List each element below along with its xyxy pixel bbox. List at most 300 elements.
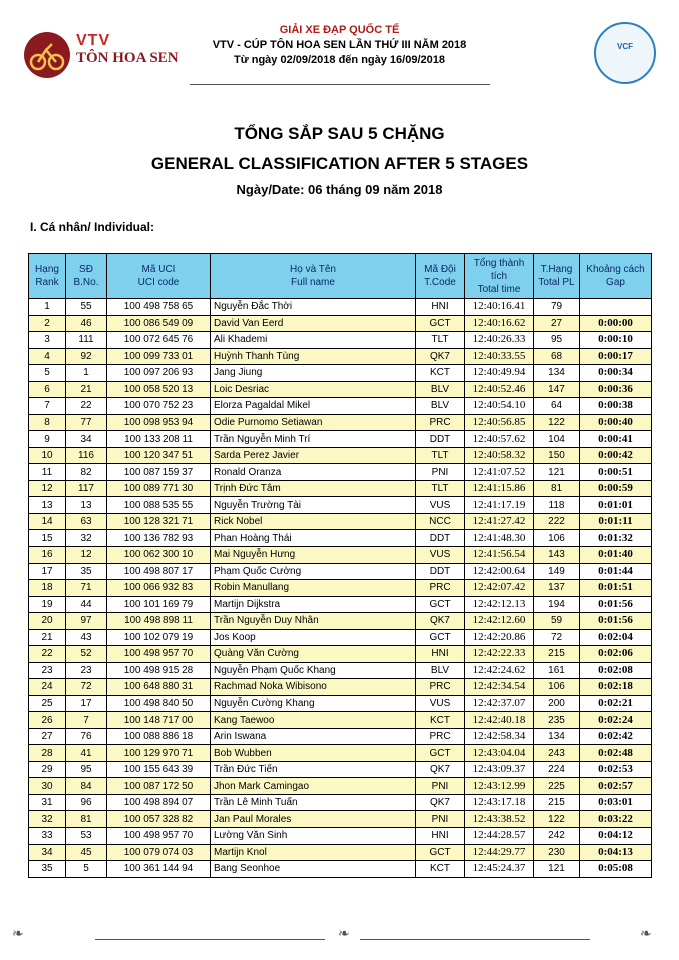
cell-team: BLV xyxy=(416,662,465,679)
cell-bno: 92 xyxy=(66,348,107,365)
cell-pl: 134 xyxy=(534,728,580,745)
cell-time: 12:44:28.57 xyxy=(465,828,534,845)
cell-bno: 43 xyxy=(66,629,107,646)
cell-pl: 150 xyxy=(534,447,580,464)
cell-uci: 100 648 880 31 xyxy=(107,679,211,696)
cell-name: Trịnh Đức Tâm xyxy=(211,480,416,497)
cell-name: Loic Desriac xyxy=(211,381,416,398)
cell-rank: 10 xyxy=(29,447,66,464)
cell-pl: 104 xyxy=(534,431,580,448)
table-header-row xyxy=(29,254,652,299)
cell-uci: 100 088 886 18 xyxy=(107,728,211,745)
cell-pl: 27 xyxy=(534,315,580,332)
cell-gap: 0:01:56 xyxy=(580,596,652,613)
table-row xyxy=(29,414,652,431)
cell-name: Nguyễn Phạm Quốc Khang xyxy=(211,662,416,679)
table-row xyxy=(29,513,652,530)
table-row xyxy=(29,778,652,795)
cell-team: BLV xyxy=(416,398,465,415)
cell-uci: 100 089 771 30 xyxy=(107,480,211,497)
cell-bno: 116 xyxy=(66,447,107,464)
table-row xyxy=(29,861,652,878)
cell-gap: 0:00:51 xyxy=(580,464,652,481)
cell-time: 12:40:54.10 xyxy=(465,398,534,415)
col-header-name: Họ và Tên Full name xyxy=(211,254,416,299)
table-row xyxy=(29,381,652,398)
cell-team: VUS xyxy=(416,546,465,563)
cell-team: HNI xyxy=(416,646,465,663)
table-row xyxy=(29,695,652,712)
footer-line-left xyxy=(95,939,325,940)
cell-name: Jhon Mark Camingao xyxy=(211,778,416,795)
cell-rank: 1 xyxy=(29,299,66,316)
logo-vtv: VTV xyxy=(76,32,111,49)
cell-pl: 149 xyxy=(534,563,580,580)
cell-name: Trần Nguyễn Duy Nhân xyxy=(211,613,416,630)
cell-uci: 100 498 840 50 xyxy=(107,695,211,712)
cell-rank: 31 xyxy=(29,794,66,811)
cell-rank: 20 xyxy=(29,613,66,630)
cell-pl: 225 xyxy=(534,778,580,795)
cell-gap: 0:04:12 xyxy=(580,828,652,845)
cell-time: 12:40:58.32 xyxy=(465,447,534,464)
cell-gap: 0:05:08 xyxy=(580,861,652,878)
cell-team: QK7 xyxy=(416,613,465,630)
cell-gap: 0:02:42 xyxy=(580,728,652,745)
vcf-logo-text: VCF xyxy=(617,42,633,51)
cell-uci: 100 129 970 71 xyxy=(107,745,211,762)
cell-team: PNI xyxy=(416,464,465,481)
bike-ornament-icon: ❧ xyxy=(338,925,350,941)
table-row xyxy=(29,646,652,663)
cell-rank: 11 xyxy=(29,464,66,481)
table-row xyxy=(29,365,652,382)
cell-bno: 77 xyxy=(66,414,107,431)
cell-time: 12:40:16.41 xyxy=(465,299,534,316)
cell-bno: 96 xyxy=(66,794,107,811)
table-row xyxy=(29,348,652,365)
cell-gap: 0:00:36 xyxy=(580,381,652,398)
cell-gap: 0:02:48 xyxy=(580,745,652,762)
cell-rank: 21 xyxy=(29,629,66,646)
table-row xyxy=(29,844,652,861)
cell-team: GCT xyxy=(416,844,465,861)
cell-pl: 122 xyxy=(534,811,580,828)
col-header-pl: T.Hạng Total PL xyxy=(534,254,580,299)
cell-team: GCT xyxy=(416,629,465,646)
cell-bno: 22 xyxy=(66,398,107,415)
cell-rank: 7 xyxy=(29,398,66,415)
cell-gap: 0:03:22 xyxy=(580,811,652,828)
footer-line-right xyxy=(360,939,590,940)
cell-pl: 161 xyxy=(534,662,580,679)
cell-name: Nguyễn Cường Khang xyxy=(211,695,416,712)
cell-time: 12:40:26.33 xyxy=(465,332,534,349)
cell-time: 12:41:56.54 xyxy=(465,546,534,563)
cell-pl: 64 xyxy=(534,398,580,415)
cell-gap: 0:00:40 xyxy=(580,414,652,431)
cell-name: Odie Purnomo Setiawan xyxy=(211,414,416,431)
cell-gap: 0:01:32 xyxy=(580,530,652,547)
classification-table xyxy=(28,253,652,878)
cell-rank: 4 xyxy=(29,348,66,365)
table-row xyxy=(29,811,652,828)
cell-team: VUS xyxy=(416,497,465,514)
cell-team: NCC xyxy=(416,513,465,530)
cell-bno: 34 xyxy=(66,431,107,448)
cell-bno: 17 xyxy=(66,695,107,712)
cell-uci: 100 133 208 11 xyxy=(107,431,211,448)
cell-time: 12:42:40.18 xyxy=(465,712,534,729)
cell-uci: 100 088 535 55 xyxy=(107,497,211,514)
cell-uci: 100 498 957 70 xyxy=(107,828,211,845)
cell-uci: 100 070 752 23 xyxy=(107,398,211,415)
cell-rank: 22 xyxy=(29,646,66,663)
col-header-team: Mã Đội T.Code xyxy=(416,254,465,299)
cell-pl: 81 xyxy=(534,480,580,497)
cell-rank: 8 xyxy=(29,414,66,431)
cell-bno: 81 xyxy=(66,811,107,828)
cell-gap: 0:02:18 xyxy=(580,679,652,696)
cell-team: DDT xyxy=(416,431,465,448)
header-divider xyxy=(190,84,490,85)
cell-uci: 100 072 645 76 xyxy=(107,332,211,349)
cell-name: Phan Hoàng Thái xyxy=(211,530,416,547)
cell-team: PRC xyxy=(416,679,465,696)
cell-time: 12:41:15.86 xyxy=(465,480,534,497)
cell-gap: 0:02:06 xyxy=(580,646,652,663)
cell-name: Bang Seonhoe xyxy=(211,861,416,878)
cell-bno: 97 xyxy=(66,613,107,630)
cell-team: PNI xyxy=(416,778,465,795)
cell-name: Jang Jiung xyxy=(211,365,416,382)
cell-pl: 215 xyxy=(534,646,580,663)
cell-name: Phạm Quốc Cường xyxy=(211,563,416,580)
table-row xyxy=(29,546,652,563)
cell-gap xyxy=(580,299,652,316)
cell-time: 12:42:34.54 xyxy=(465,679,534,696)
cell-team: BLV xyxy=(416,381,465,398)
cell-rank: 14 xyxy=(29,513,66,530)
cell-uci: 100 101 169 79 xyxy=(107,596,211,613)
cell-rank: 32 xyxy=(29,811,66,828)
cell-bno: 63 xyxy=(66,513,107,530)
col-header-rank: Hạng Rank xyxy=(29,254,66,299)
cell-bno: 12 xyxy=(66,546,107,563)
cell-time: 12:41:07.52 xyxy=(465,464,534,481)
table-row xyxy=(29,464,652,481)
cell-team: TLT xyxy=(416,332,465,349)
cell-bno: 55 xyxy=(66,299,107,316)
cell-time: 12:40:56.85 xyxy=(465,414,534,431)
cell-time: 12:42:22.33 xyxy=(465,646,534,663)
table-row xyxy=(29,745,652,762)
cell-name: Elorza Pagaldal Mikel xyxy=(211,398,416,415)
cell-rank: 15 xyxy=(29,530,66,547)
cell-time: 12:42:12.60 xyxy=(465,613,534,630)
logo-brand-name: TÔN HOA SEN xyxy=(76,50,179,66)
cell-uci: 100 058 520 13 xyxy=(107,381,211,398)
cell-pl: 95 xyxy=(534,332,580,349)
cell-pl: 143 xyxy=(534,546,580,563)
cell-time: 12:42:37.07 xyxy=(465,695,534,712)
cell-time: 12:43:12.99 xyxy=(465,778,534,795)
cell-bno: 53 xyxy=(66,828,107,845)
cell-rank: 12 xyxy=(29,480,66,497)
cell-uci: 100 087 159 37 xyxy=(107,464,211,481)
cell-team: VUS xyxy=(416,695,465,712)
cell-bno: 23 xyxy=(66,662,107,679)
cell-team: GCT xyxy=(416,596,465,613)
cell-uci: 100 066 932 83 xyxy=(107,580,211,597)
cell-uci: 100 498 807 17 xyxy=(107,563,211,580)
cell-team: KCT xyxy=(416,712,465,729)
cell-rank: 2 xyxy=(29,315,66,332)
cell-name: Kang Taewoo xyxy=(211,712,416,729)
cell-pl: 118 xyxy=(534,497,580,514)
table-row xyxy=(29,332,652,349)
table-row xyxy=(29,662,652,679)
cell-pl: 137 xyxy=(534,580,580,597)
cell-team: DDT xyxy=(416,563,465,580)
page-title-vn: TỔNG SẮP SAU 5 CHẶNG xyxy=(234,124,445,143)
cell-pl: 79 xyxy=(534,299,580,316)
cell-time: 12:42:20.86 xyxy=(465,629,534,646)
cell-gap: 0:04:13 xyxy=(580,844,652,861)
cell-name: Martijn Knol xyxy=(211,844,416,861)
cell-gap: 0:00:00 xyxy=(580,315,652,332)
cell-gap: 0:02:08 xyxy=(580,662,652,679)
cell-name: Quàng Văn Cường xyxy=(211,646,416,663)
cell-name: Trần Đức Tiến xyxy=(211,761,416,778)
cell-time: 12:42:00.64 xyxy=(465,563,534,580)
cell-bno: 76 xyxy=(66,728,107,745)
cell-uci: 100 120 347 51 xyxy=(107,447,211,464)
cell-pl: 215 xyxy=(534,794,580,811)
cell-rank: 16 xyxy=(29,546,66,563)
cell-rank: 18 xyxy=(29,580,66,597)
cell-pl: 235 xyxy=(534,712,580,729)
table-row xyxy=(29,679,652,696)
cell-time: 12:40:16.62 xyxy=(465,315,534,332)
cell-team: GCT xyxy=(416,745,465,762)
cell-time: 12:40:57.62 xyxy=(465,431,534,448)
cell-gap: 0:02:21 xyxy=(580,695,652,712)
cell-bno: 111 xyxy=(66,332,107,349)
cell-name: Jos Koop xyxy=(211,629,416,646)
cell-name: Robin Manullang xyxy=(211,580,416,597)
cell-uci: 100 498 915 28 xyxy=(107,662,211,679)
table-row xyxy=(29,596,652,613)
table-row xyxy=(29,431,652,448)
cell-gap: 0:01:44 xyxy=(580,563,652,580)
cell-name: Ronald Oranza xyxy=(211,464,416,481)
bike-ornament-icon: ❧ xyxy=(12,925,24,941)
cell-uci: 100 361 144 94 xyxy=(107,861,211,878)
cell-uci: 100 086 549 09 xyxy=(107,315,211,332)
cell-time: 12:40:52.46 xyxy=(465,381,534,398)
cell-pl: 194 xyxy=(534,596,580,613)
section-title: I. Cá nhân/ Individual: xyxy=(30,220,155,234)
event-subtitle: VTV - CÚP TÔN HOA SEN LẦN THỨ III NĂM 2018 xyxy=(212,39,467,51)
cell-gap: 0:00:10 xyxy=(580,332,652,349)
cell-gap: 0:01:56 xyxy=(580,613,652,630)
cell-time: 12:42:58.34 xyxy=(465,728,534,745)
cell-team: DDT xyxy=(416,530,465,547)
table-row xyxy=(29,728,652,745)
cell-uci: 100 155 643 39 xyxy=(107,761,211,778)
cell-pl: 122 xyxy=(534,414,580,431)
cell-rank: 24 xyxy=(29,679,66,696)
cell-rank: 27 xyxy=(29,728,66,745)
cell-time: 12:42:24.62 xyxy=(465,662,534,679)
cell-pl: 106 xyxy=(534,679,580,696)
cell-bno: 21 xyxy=(66,381,107,398)
table-row xyxy=(29,580,652,597)
cell-uci: 100 087 172 50 xyxy=(107,778,211,795)
col-header-bno: SĐ B.No. xyxy=(66,254,107,299)
table-row xyxy=(29,299,652,316)
cell-team: PNI xyxy=(416,811,465,828)
cell-gap: 0:02:04 xyxy=(580,629,652,646)
cell-gap: 0:01:01 xyxy=(580,497,652,514)
cell-rank: 6 xyxy=(29,381,66,398)
cell-bno: 32 xyxy=(66,530,107,547)
cell-time: 12:40:49.94 xyxy=(465,365,534,382)
cell-name: Mai Nguyễn Hưng xyxy=(211,546,416,563)
cell-time: 12:41:27.42 xyxy=(465,513,534,530)
cell-team: HNI xyxy=(416,828,465,845)
cell-name: Nguyễn Đắc Thời xyxy=(211,299,416,316)
cell-rank: 26 xyxy=(29,712,66,729)
cell-rank: 35 xyxy=(29,861,66,878)
cell-pl: 121 xyxy=(534,464,580,481)
table-row xyxy=(29,563,652,580)
cell-pl: 121 xyxy=(534,861,580,878)
bike-ornament-icon: ❧ xyxy=(640,925,652,941)
cell-name: Trần Nguyễn Minh Trí xyxy=(211,431,416,448)
cell-rank: 33 xyxy=(29,828,66,845)
page-title-en: GENERAL CLASSIFICATION AFTER 5 STAGES xyxy=(150,154,529,173)
cell-time: 12:44:29.77 xyxy=(465,844,534,861)
table-row xyxy=(29,712,652,729)
col-header-uci: Mã UCI UCI code xyxy=(107,254,211,299)
cell-rank: 29 xyxy=(29,761,66,778)
cell-gap: 0:00:41 xyxy=(580,431,652,448)
cell-name: Arin Iswana xyxy=(211,728,416,745)
cell-team: QK7 xyxy=(416,348,465,365)
cell-name: Ali Khademi xyxy=(211,332,416,349)
cell-gap: 0:02:53 xyxy=(580,761,652,778)
cell-name: Jan Paul Morales xyxy=(211,811,416,828)
cell-team: PRC xyxy=(416,580,465,597)
table-row xyxy=(29,828,652,845)
col-header-time: Tổng thành tích Total time xyxy=(465,254,534,299)
cell-team: QK7 xyxy=(416,761,465,778)
table-row xyxy=(29,794,652,811)
cell-pl: 72 xyxy=(534,629,580,646)
cell-uci: 100 079 074 03 xyxy=(107,844,211,861)
table-row xyxy=(29,629,652,646)
cell-pl: 106 xyxy=(534,530,580,547)
cell-pl: 200 xyxy=(534,695,580,712)
cell-name: Sarda Perez Javier xyxy=(211,447,416,464)
table-row xyxy=(29,315,652,332)
cell-team: QK7 xyxy=(416,794,465,811)
date-line: Ngày/Date: 06 tháng 09 năm 2018 xyxy=(236,182,443,197)
cell-gap: 0:02:57 xyxy=(580,778,652,795)
cell-team: KCT xyxy=(416,365,465,382)
cell-bno: 13 xyxy=(66,497,107,514)
cell-name: Trần Lê Minh Tuấn xyxy=(211,794,416,811)
cell-rank: 30 xyxy=(29,778,66,795)
table-row xyxy=(29,398,652,415)
cell-rank: 9 xyxy=(29,431,66,448)
cell-name: Martijn Dijkstra xyxy=(211,596,416,613)
cell-name: Huỳnh Thanh Tùng xyxy=(211,348,416,365)
cell-gap: 0:01:40 xyxy=(580,546,652,563)
cell-name: Lường Văn Sinh xyxy=(211,828,416,845)
cell-time: 12:42:12.13 xyxy=(465,596,534,613)
cell-bno: 82 xyxy=(66,464,107,481)
event-title: GIẢI XE ĐẠP QUỐC TẾ xyxy=(279,24,400,36)
cell-team: GCT xyxy=(416,315,465,332)
cell-bno: 71 xyxy=(66,580,107,597)
cell-gap: 0:01:51 xyxy=(580,580,652,597)
cell-gap: 0:00:38 xyxy=(580,398,652,415)
cell-uci: 100 498 898 11 xyxy=(107,613,211,630)
cell-bno: 44 xyxy=(66,596,107,613)
cell-pl: 224 xyxy=(534,761,580,778)
cell-time: 12:45:24.37 xyxy=(465,861,534,878)
cell-name: Nguyễn Trường Tài xyxy=(211,497,416,514)
cell-rank: 25 xyxy=(29,695,66,712)
cell-uci: 100 097 206 93 xyxy=(107,365,211,382)
cell-team: KCT xyxy=(416,861,465,878)
cell-team: PRC xyxy=(416,728,465,745)
table-row xyxy=(29,447,652,464)
cell-pl: 68 xyxy=(534,348,580,365)
cell-rank: 5 xyxy=(29,365,66,382)
table-row xyxy=(29,613,652,630)
cell-rank: 19 xyxy=(29,596,66,613)
cell-bno: 45 xyxy=(66,844,107,861)
cell-pl: 243 xyxy=(534,745,580,762)
cell-bno: 7 xyxy=(66,712,107,729)
cell-pl: 230 xyxy=(534,844,580,861)
cell-team: HNI xyxy=(416,299,465,316)
cell-uci: 100 098 953 94 xyxy=(107,414,211,431)
cell-uci: 100 498 894 07 xyxy=(107,794,211,811)
cell-bno: 46 xyxy=(66,315,107,332)
table-row xyxy=(29,497,652,514)
cell-pl: 134 xyxy=(534,365,580,382)
cell-gap: 0:00:34 xyxy=(580,365,652,382)
event-dates: Từ ngày 02/09/2018 đến ngày 16/09/2018 xyxy=(234,54,445,66)
cell-gap: 0:01:11 xyxy=(580,513,652,530)
cell-name: Rachmad Noka Wibisono xyxy=(211,679,416,696)
cell-uci: 100 136 782 93 xyxy=(107,530,211,547)
cell-pl: 242 xyxy=(534,828,580,845)
cell-time: 12:43:04.04 xyxy=(465,745,534,762)
cell-bno: 41 xyxy=(66,745,107,762)
table-row xyxy=(29,761,652,778)
cell-time: 12:43:09.37 xyxy=(465,761,534,778)
cell-bno: 5 xyxy=(66,861,107,878)
cell-pl: 147 xyxy=(534,381,580,398)
cell-rank: 28 xyxy=(29,745,66,762)
cell-gap: 0:00:42 xyxy=(580,447,652,464)
